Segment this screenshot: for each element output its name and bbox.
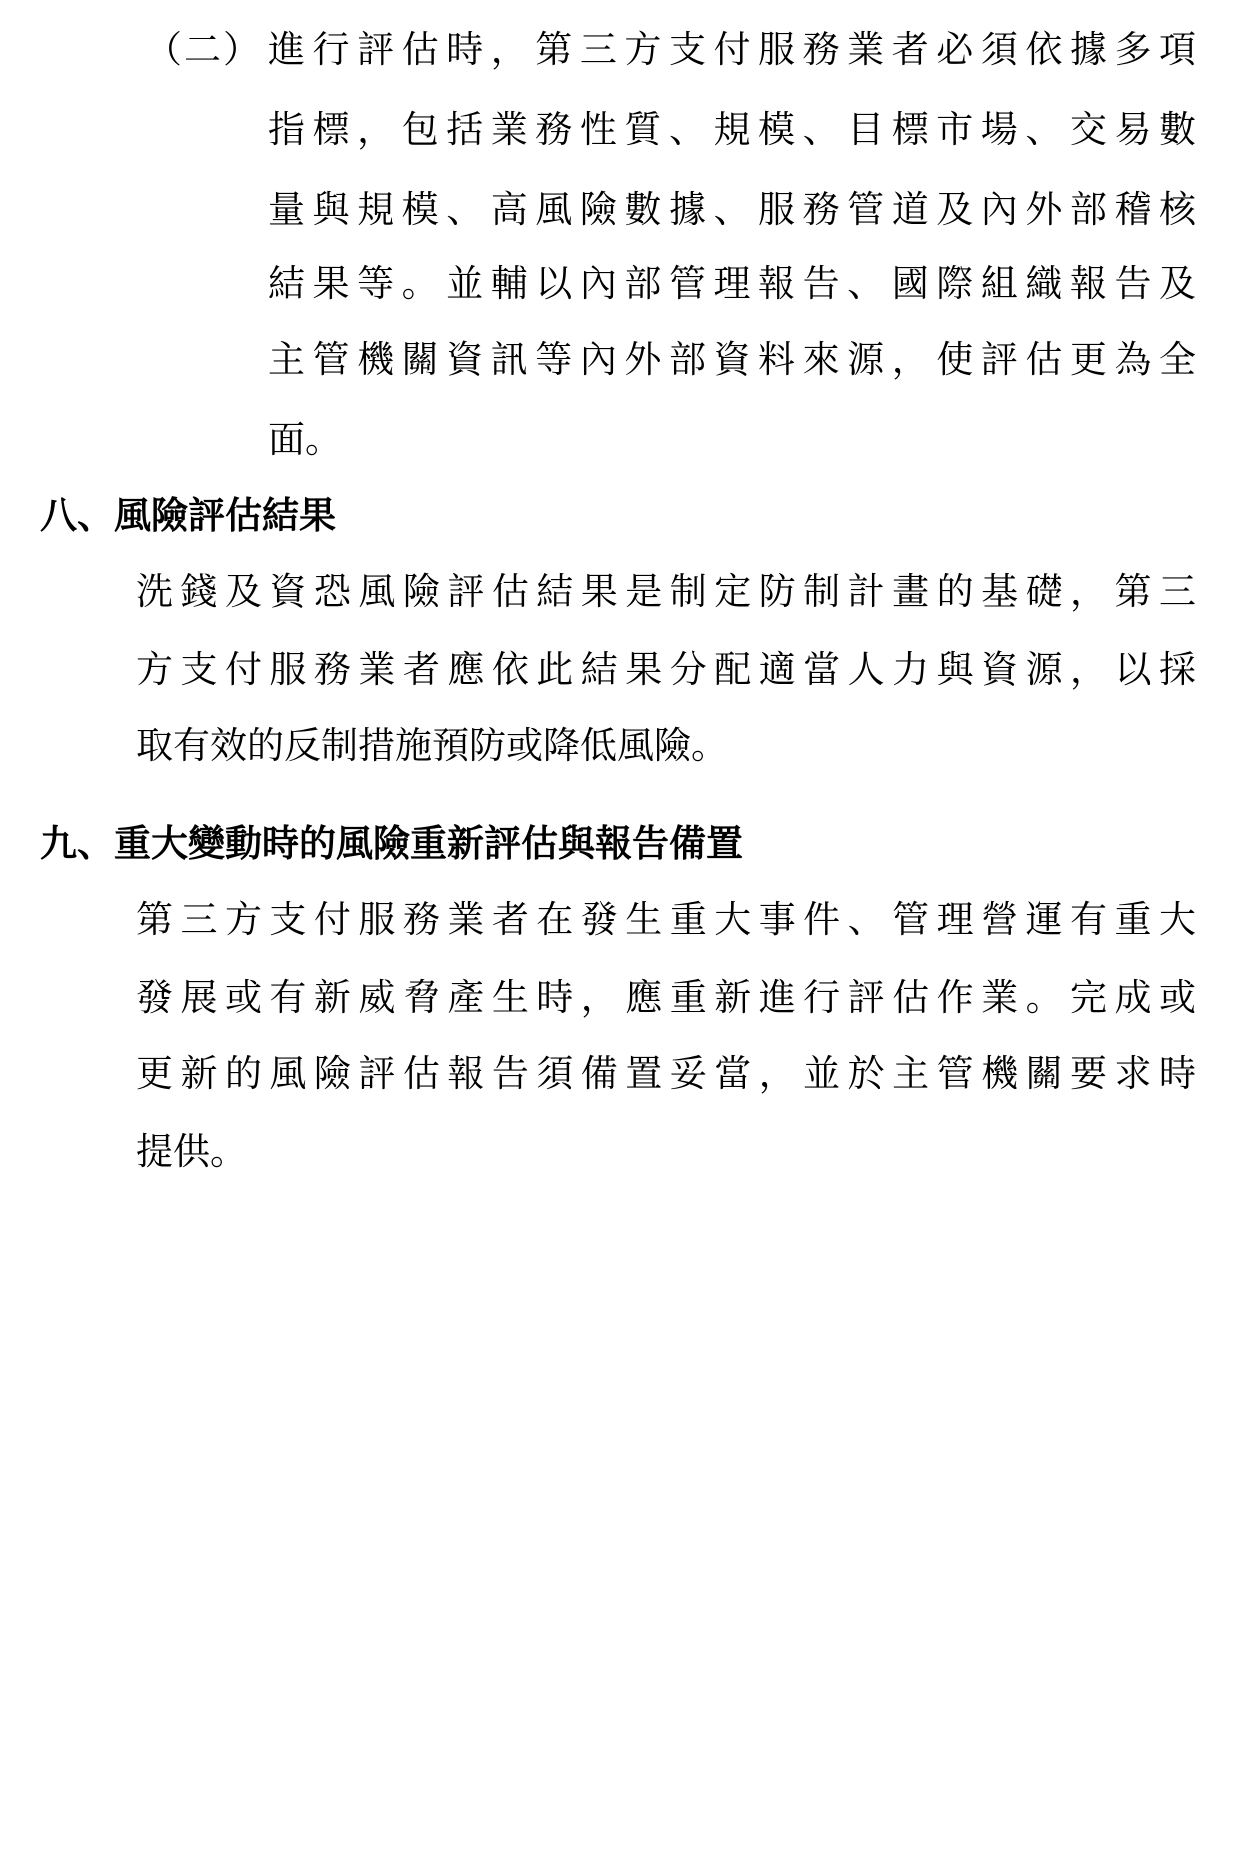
sub-item-line-1: 進行評估時，第三方支付服務業者必須依據多項 [268, 28, 1196, 71]
section-eight-heading: 八、風險評估結果 [40, 494, 336, 537]
section-eight-line-3: 取有效的反制措施預防或降低風險。 [136, 724, 728, 767]
section-nine-line-3: 更新的風險評估報告須備置妥當，並於主管機關要求時 [136, 1052, 1196, 1095]
sub-item-line-6: 面。 [268, 418, 342, 461]
sub-item-line-2: 指標，包括業務性質、規模、目標市場、交易數 [268, 108, 1196, 151]
sub-item-line-4: 結果等。並輔以內部管理報告、國際組織報告及 [268, 262, 1196, 305]
section-nine-line-4: 提供。 [136, 1130, 247, 1173]
sub-item-marker: （二） [145, 28, 262, 71]
section-nine-line-2: 發展或有新威脅產生時，應重新進行評估作業。完成或 [136, 976, 1196, 1019]
section-eight-line-2: 方支付服務業者應依此結果分配適當人力與資源，以採 [136, 648, 1196, 691]
section-nine-heading: 九、重大變動時的風險重新評估與報告備置 [40, 822, 743, 865]
section-eight-line-1: 洗錢及資恐風險評估結果是制定防制計畫的基礎，第三 [136, 570, 1196, 613]
section-nine-line-1: 第三方支付服務業者在發生重大事件、管理營運有重大 [136, 898, 1196, 941]
sub-item-line-3: 量與規模、高風險數據、服務管道及內外部稽核 [268, 188, 1196, 231]
sub-item-line-5: 主管機關資訊等內外部資料來源，使評估更為全 [268, 338, 1196, 381]
